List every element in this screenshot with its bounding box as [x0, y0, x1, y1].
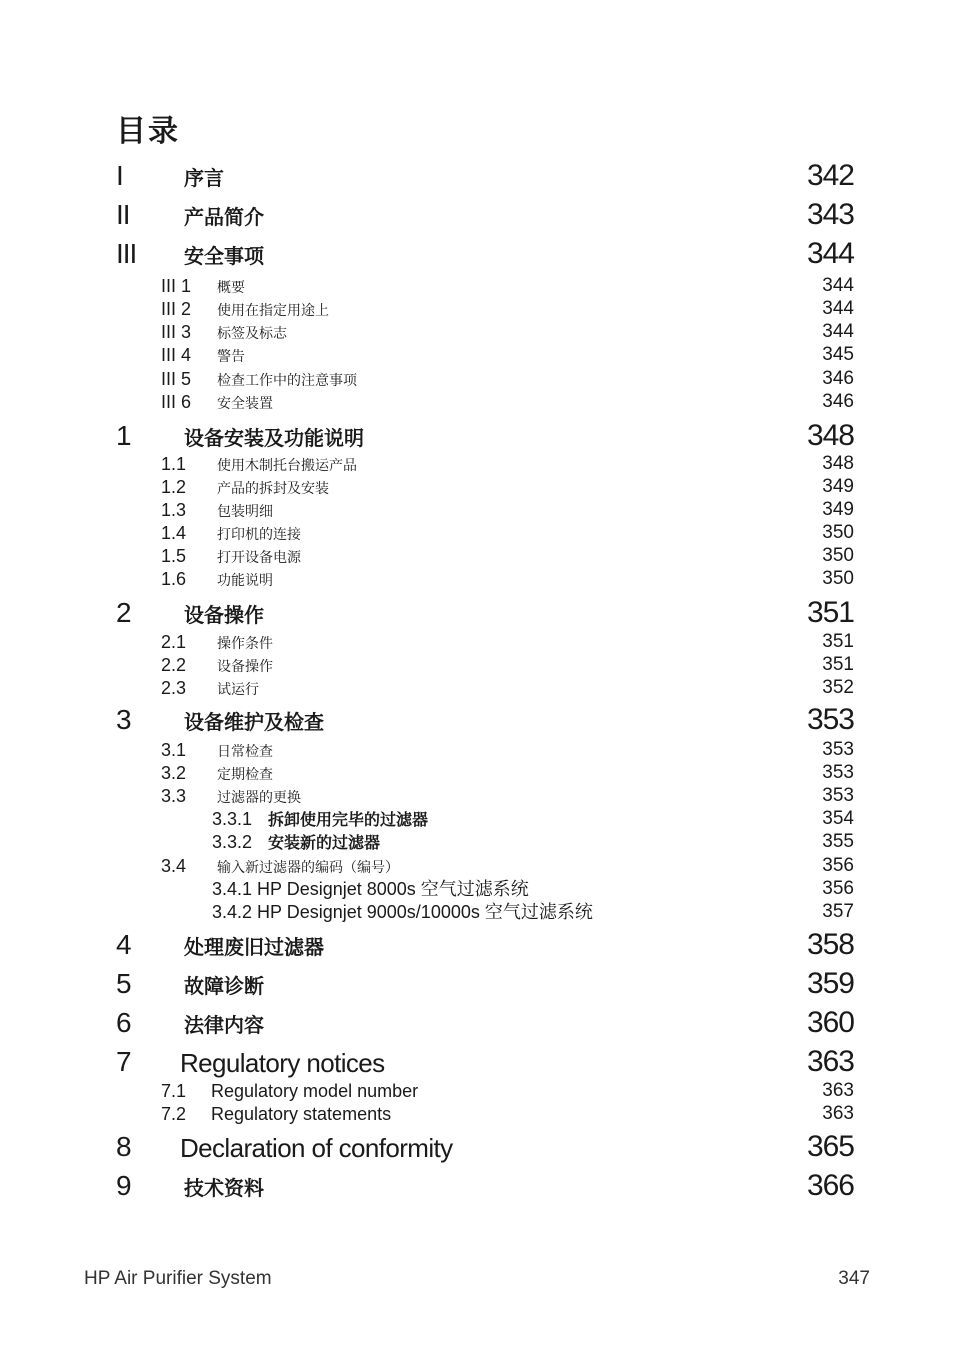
toc-row[interactable]	[0, 238, 954, 276]
toc-label: 打开设备电源	[217, 550, 301, 566]
toc-label: 产品简介	[184, 207, 264, 229]
toc-row[interactable]	[0, 1080, 954, 1103]
toc-number: 7.1	[161, 1081, 187, 1101]
toc-page-number: 353	[822, 762, 854, 783]
toc-page-number: 344	[822, 298, 854, 319]
toc-label: 设备安装及功能说明	[184, 428, 364, 450]
toc-label: 3.4.1 HP Designjet 8000s 空气过滤系统	[212, 879, 529, 899]
toc-number: 1.2	[161, 477, 187, 497]
toc-page-number: 357	[822, 901, 854, 922]
toc-label: 过滤器的更换	[217, 790, 301, 806]
toc-label: 法律内容	[184, 1015, 264, 1037]
toc-number: III 1	[161, 276, 192, 296]
toc-number: III 4	[161, 345, 192, 365]
toc-page-number: 348	[822, 453, 854, 474]
toc-number: 1.4	[161, 523, 187, 543]
toc-row[interactable]	[0, 453, 954, 476]
toc-number: II	[116, 199, 130, 230]
toc-row[interactable]	[0, 275, 954, 298]
toc-label: 使用在指定用途上	[217, 303, 329, 319]
toc-page-number: 356	[822, 855, 854, 876]
toc-page-number: 359	[806, 967, 854, 1000]
toc-number: 7	[116, 1046, 131, 1077]
toc-label: 操作条件	[217, 636, 273, 652]
toc-number: 1.5	[161, 546, 187, 566]
toc-number: III 2	[161, 299, 192, 319]
toc-row[interactable]	[0, 368, 954, 391]
toc-title: 目录	[116, 115, 180, 148]
toc-number: 3.1	[161, 740, 187, 760]
toc-row[interactable]	[0, 160, 954, 198]
toc-number: III	[116, 238, 137, 269]
toc-label: 安装新的过滤器	[268, 835, 381, 852]
toc-row[interactable]	[0, 654, 954, 677]
toc-page-number: 344	[822, 321, 854, 342]
toc-label: Regulatory model number	[211, 1081, 419, 1101]
toc-page-number: 366	[806, 1169, 854, 1202]
toc-number: 3.3	[161, 786, 187, 806]
toc-number: 1.3	[161, 500, 187, 520]
toc-label: 定期检查	[217, 767, 273, 783]
toc-page-number: 344	[806, 237, 854, 270]
toc-row[interactable]	[0, 762, 954, 785]
toc-page-number: 349	[822, 499, 854, 520]
toc-row[interactable]	[0, 1131, 954, 1169]
toc-row[interactable]	[0, 199, 954, 237]
toc-number: 3.3.2	[212, 832, 253, 852]
toc-row[interactable]	[0, 321, 954, 344]
toc-label: 打印机的连接	[217, 527, 301, 543]
toc-label: 输入新过滤器的编码（编号）	[217, 860, 399, 876]
toc-label: 警告	[217, 349, 245, 365]
toc-number: 2.1	[161, 632, 187, 652]
toc-row[interactable]	[0, 1170, 954, 1208]
toc-row[interactable]	[0, 1007, 954, 1045]
toc-row[interactable]	[0, 476, 954, 499]
toc-label: 故障诊断	[184, 976, 264, 998]
toc-page-number: 363	[822, 1103, 854, 1124]
toc-page-number: 343	[806, 198, 854, 231]
toc-row[interactable]	[0, 568, 954, 591]
toc-label: 功能说明	[217, 573, 273, 589]
toc-page-number: 353	[806, 703, 854, 736]
toc-page-number: 354	[822, 808, 854, 829]
toc-label: 设备操作	[217, 659, 273, 675]
toc-row[interactable]	[0, 677, 954, 700]
toc-label: 处理废旧过滤器	[184, 937, 324, 959]
toc-page-number: 349	[822, 476, 854, 497]
toc-label: 技术资料	[184, 1178, 264, 1200]
toc-row[interactable]	[0, 391, 954, 414]
toc-page-number: 350	[822, 522, 854, 543]
toc-page-number: 363	[822, 1080, 854, 1101]
toc-page-number: 350	[822, 568, 854, 589]
toc-number: 9	[116, 1170, 131, 1201]
toc-page-number: 345	[822, 344, 854, 365]
toc-number: III 5	[161, 369, 192, 389]
toc-number: 2	[116, 597, 131, 628]
toc-row[interactable]	[0, 545, 954, 568]
toc-page-number: 346	[822, 391, 854, 412]
toc-page-number: 358	[806, 928, 854, 961]
toc-row[interactable]	[0, 808, 954, 831]
toc-row[interactable]	[0, 597, 954, 635]
toc-page-number: 363	[806, 1045, 854, 1078]
toc-row[interactable]	[0, 1103, 954, 1126]
toc-page-number: 344	[822, 275, 854, 296]
toc-row[interactable]	[0, 631, 954, 654]
toc-label: 产品的拆封及安装	[217, 481, 329, 497]
toc-page-number: 355	[822, 831, 854, 852]
toc-number: 3	[116, 704, 131, 735]
toc-number: 4	[116, 929, 131, 960]
toc-label: Regulatory statements	[211, 1104, 392, 1124]
toc-row[interactable]	[0, 929, 954, 967]
toc-number: 3.4	[161, 856, 187, 876]
toc-number: 2.3	[161, 678, 187, 698]
toc-number: 8	[116, 1131, 131, 1162]
toc-number: III 6	[161, 392, 192, 412]
toc-row[interactable]	[0, 855, 954, 878]
toc-page-number: 352	[822, 677, 854, 698]
toc-number: 1	[116, 420, 131, 451]
toc-page-number: 346	[822, 368, 854, 389]
toc-page-number: 342	[806, 159, 854, 192]
toc-label: 安全装置	[217, 396, 273, 412]
toc-row[interactable]	[0, 831, 954, 854]
toc-label: 使用木制托台搬运产品	[217, 458, 357, 474]
toc-page-number: 356	[822, 878, 854, 899]
toc-row[interactable]	[0, 704, 954, 742]
toc-row[interactable]	[0, 344, 954, 367]
toc-label: 概要	[217, 280, 245, 296]
toc-page-number: 351	[822, 654, 854, 675]
toc-row[interactable]	[0, 1046, 954, 1084]
toc-label: 试运行	[217, 682, 259, 698]
toc-number: I	[116, 160, 123, 191]
toc-page-number: 365	[806, 1130, 854, 1163]
toc-number: 6	[116, 1007, 131, 1038]
toc-page-number: 350	[822, 545, 854, 566]
toc-row[interactable]	[0, 499, 954, 522]
toc-row[interactable]	[0, 785, 954, 808]
toc-page-number: 351	[822, 631, 854, 652]
toc-row[interactable]	[0, 901, 954, 924]
toc-row[interactable]	[0, 522, 954, 545]
toc-page-number: 351	[806, 596, 854, 629]
toc-label: 序言	[184, 168, 224, 190]
toc-page-number: 353	[822, 785, 854, 806]
toc-page-number: 348	[806, 419, 854, 452]
footer-page-number: 347	[838, 1268, 870, 1289]
toc-row[interactable]	[0, 739, 954, 762]
toc-label: 拆卸使用完毕的过滤器	[268, 812, 429, 829]
toc-number: 3.2	[161, 763, 187, 783]
toc-number: III 3	[161, 322, 192, 342]
toc-number: 1.6	[161, 569, 187, 589]
toc-number: 5	[116, 968, 131, 999]
toc-label: Regulatory notices	[180, 1048, 385, 1078]
toc-number: 3.3.1	[212, 809, 253, 829]
toc-page-number: 360	[806, 1006, 854, 1039]
toc-page-number: 353	[822, 739, 854, 760]
toc-label: 检查工作中的注意事项	[217, 373, 357, 389]
toc-row[interactable]	[0, 298, 954, 321]
toc-number: 2.2	[161, 655, 187, 675]
toc-label: 日常检查	[217, 744, 273, 760]
toc-label: 设备维护及检查	[184, 712, 324, 734]
toc-number: 1.1	[161, 454, 187, 474]
toc-row[interactable]	[0, 968, 954, 1006]
toc-number: 7.2	[161, 1104, 187, 1124]
toc-label: 包装明细	[217, 504, 273, 520]
footer-product-name: HP Air Purifier System	[84, 1268, 272, 1289]
toc-label: Declaration of conformity	[180, 1133, 453, 1163]
toc-label: 3.4.2 HP Designjet 9000s/10000s 空气过滤系统	[212, 902, 593, 922]
toc-label: 设备操作	[184, 605, 264, 627]
toc-label: 标签及标志	[217, 326, 287, 342]
toc-row[interactable]	[0, 878, 954, 901]
toc-label: 安全事项	[184, 246, 264, 268]
